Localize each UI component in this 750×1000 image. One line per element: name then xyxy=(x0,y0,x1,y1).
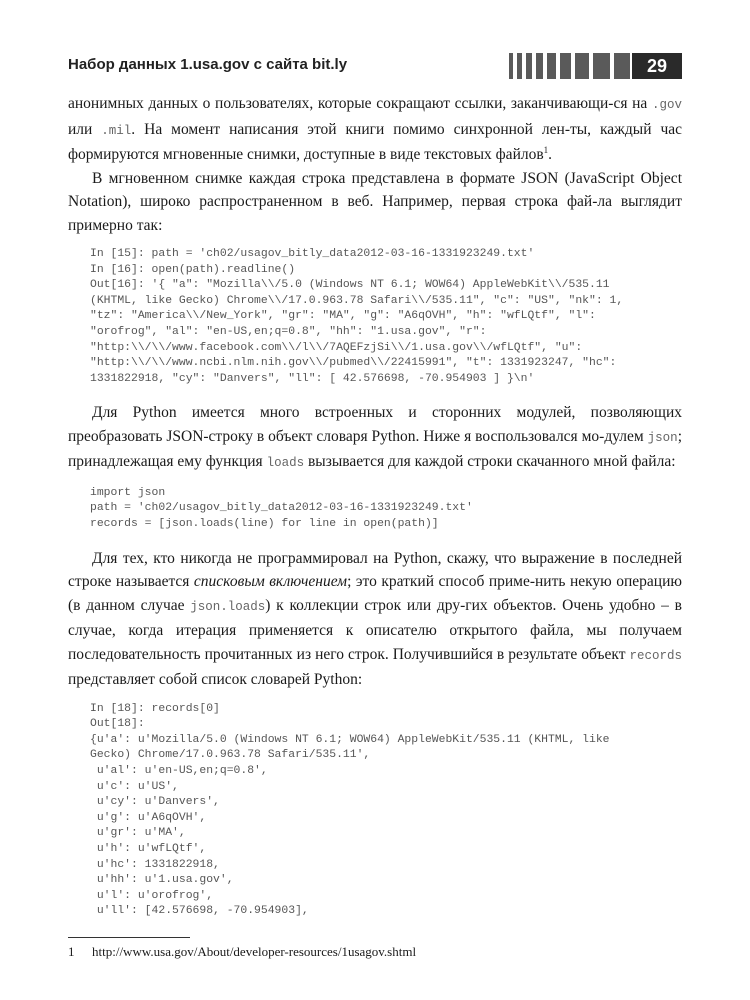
paragraph: Для Python имеется много встроенных и сторонних модулей, позволяющих преобразовать JSON-строку в объект словаря Python. Ниже я воспользовался мо-дулем json; принадлежащая ему функция loads вызывается для каждой строки скачанного мной файла: xyxy=(68,404,682,471)
inline-code: records xyxy=(629,648,682,663)
paragraph: анонимных данных о пользователях, которые сокращают ссылки, заканчивающи-ся на .gov или .mil. На момент написания этой книги помимо синхронной лен-ты, каждый час формируются мгновенные снимки, доступные в виде текстовых файлов$^1$. xyxy=(68,95,682,163)
footnote-link[interactable]: http://www.usa.gov/About/developer-resources/1usagov.shtml xyxy=(92,944,417,959)
code-block: import json path = 'ch02/usagov_bitly_data2012-03-16-1331923249.txt' records = [json.loads(line) for line in open(path)] xyxy=(90,486,473,531)
code-block: In [15]: path = 'ch02/usagov_bitly_data2012-03-16-1331923249.txt' In [16]: open(path).readline() Out[16]: '{ "a": "Mozilla\\/5.0 (Windows NT 6.1; WOW64) AppleWebKit\\/535.11 (KHTML, like Gecko) Chrome\\/17.0.963.78 Safari\\/535.11", "c": "US", "nk": 1, "tz": "America\\/New_York", "gr": "MA", "g": "A6qOVH", "h": "wfLQtf", "l": "orofrog", "al": "en-US,en;q=0.8", "hh": "1.usa.gov", "r": "http:\\/\\/www.facebook.com\\/l\\/7AQEFzjSi\\/1.usa.gov\\/wfLQtf", "u": "http:\\/\\/www.ncbi.nlm.nih.gov\\/pubmed\\/22415991", "t": 1331923247, "hc": 1331822918, "cy": "Danvers", "ll": [ 42.576698, -70.954903 ] }\n' xyxy=(90,248,624,385)
footnote-divider xyxy=(68,937,190,938)
footnote-number: 1 xyxy=(68,944,75,959)
header-title: Набор данных 1.usa.gov с сайта bit.ly xyxy=(68,56,348,73)
paragraph: В мгновенном снимке каждая строка представлена в формате JSON (JavaScript Object Notation), широко распространенном в веб. Например, первая строка фай-ла выглядит примерно так: xyxy=(68,169,682,234)
code-block: In [18]: records[0] Out[18]: {u'a': u'Mozilla/5.0 (Windows NT 6.1; WOW64) AppleWebKit/535.11 (KHTML, like Gecko) Chrome/17.0.963.78 Safari/535.11', u'al': u'en-US,en;q=0.8', u'c': u'US', u'cy': u'Danvers', u'g': u'A6qOVH', u'gr': u'MA', u'h': u'wfLQtf', u'hc': 1331822918, u'hh': u'1.usa.gov', u'l': u'orofrog', u'll': [42.576698, -70.954903], xyxy=(90,702,610,918)
footnote-marker: 1 xyxy=(543,144,549,155)
inline-code: json xyxy=(647,430,678,445)
inline-code: loads xyxy=(266,456,305,471)
inline-code: .gov xyxy=(651,98,682,112)
inline-code: json.loads xyxy=(190,599,266,614)
running-header xyxy=(68,53,682,79)
page-body xyxy=(68,92,682,920)
page-number: 29 xyxy=(632,53,682,79)
emphasis-term: списковым включением xyxy=(193,573,348,591)
paragraph: Для тех, кто никогда не программировал на Python, скажу, что выражение в последней строке называется списковым включением; это краткий способ приме-нить некую операцию (в данном случае json.loads) к коллекции строк или дру-гих объектов. Очень удобно – в случае, когда итерация применяется к описателю открытого файла, мы получаем последовательность прочитанных из него строк. Получившийся в результате объект records представляет собой список словарей Python: xyxy=(68,549,682,689)
inline-code: .mil xyxy=(101,123,132,138)
header-decoration-stripes xyxy=(509,53,630,79)
footnote xyxy=(68,944,682,960)
